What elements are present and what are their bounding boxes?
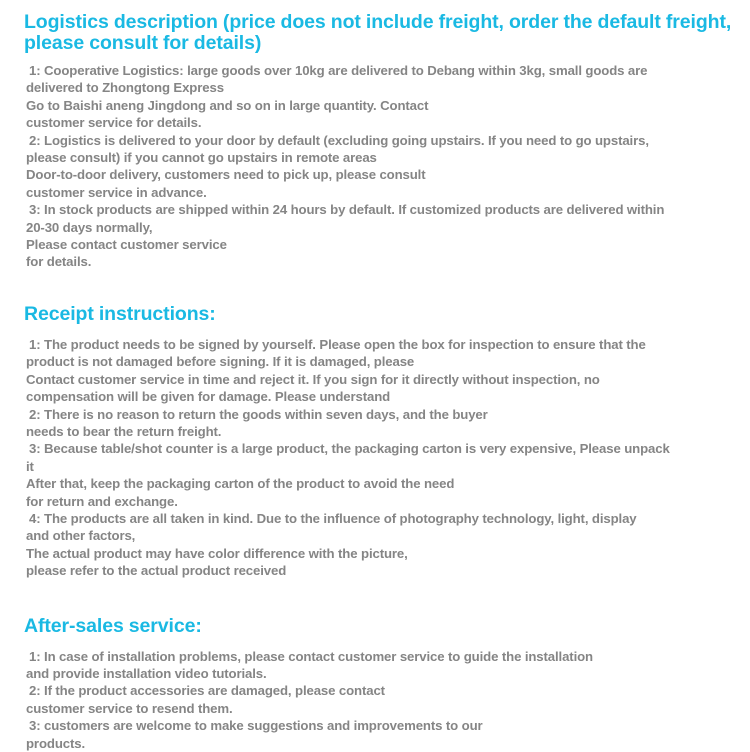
body-line: 1: The product needs to be signed by yourself. Please open the box for inspection to ensure that the — [29, 336, 646, 352]
body-line: and other factors, — [26, 528, 136, 544]
body-line: product is not damaged before signing. If it is damaged, please — [26, 354, 415, 370]
section-body-logistics — [0, 54, 750, 271]
body-line: 1: Cooperative Logistics: large goods over 10kg are delivered to Debang within 3kg, small goods are — [29, 63, 648, 78]
body-line: After that, keep the packaging carton of the product to avoid the need — [26, 476, 455, 492]
body-line: The actual product may have color difference with the picture, — [26, 545, 408, 561]
section-heading-after-sales — [0, 580, 750, 637]
body-line: products. — [26, 735, 85, 751]
body-line: needs to bear the return freight. — [26, 423, 222, 439]
body-line: it — [26, 458, 34, 474]
body-line: please refer to the actual product received — [26, 563, 287, 579]
body-line: 2: There is no reason to return the goods within seven days, and the buyer — [29, 406, 488, 422]
body-line: customer service for details. — [26, 115, 202, 131]
body-line: Go to Baishi aneng Jingdong and so on in large quantity. Contact — [26, 97, 429, 113]
body-line: 20-30 days normally, — [26, 219, 153, 235]
heading-line: freight, please consult for details) — [24, 11, 732, 54]
body-line: 2: Logistics is delivered to your door by default (excluding going upstairs. If you need to go upstairs, — [29, 132, 649, 148]
section-body-receipt — [0, 325, 750, 580]
section-body-after-sales — [0, 637, 750, 752]
heading-line: After-sales service: — [24, 614, 202, 637]
section-heading-receipt — [0, 271, 750, 325]
body-line: and provide installation video tutorials. — [26, 665, 267, 681]
heading-line: Logistics description (price does not include freight, order the default — [24, 11, 661, 33]
body-line: compensation will be given for damage. Please understand — [26, 389, 391, 405]
section-logistics-description — [0, 0, 750, 271]
section-after-sales-service — [0, 580, 750, 752]
body-line: Door-to-door delivery, customers need to pick up, please consult — [26, 167, 426, 183]
body-line: Please contact customer service — [26, 237, 227, 253]
body-line: 3: customers are welcome to make suggestions and improvements to our — [29, 718, 483, 734]
body-line: 3: Because table/shot counter is a large product, the packaging carton is very expensive, Please unpack — [29, 441, 670, 457]
body-line: customer service in advance. — [26, 184, 207, 200]
body-line: customer service to resend them. — [26, 700, 233, 716]
body-line: delivered to Zhongtong Express — [26, 80, 224, 96]
body-line: please consult) if you cannot go upstairs in remote areas — [26, 150, 377, 166]
body-line: Contact customer service in time and reject it. If you sign for it directly without inspection, no — [26, 371, 600, 387]
body-line: 4: The products are all taken in kind. Due to the influence of photography technology, light, display — [29, 510, 637, 526]
body-line: 1: In case of installation problems, please contact customer service to guide the installation — [29, 648, 593, 664]
section-receipt-instructions — [0, 271, 750, 580]
body-line: for details. — [26, 254, 92, 270]
body-line: for return and exchange. — [26, 493, 178, 509]
body-line: 3: In stock products are shipped within 24 hours by default. If customized products are delivered within — [29, 202, 665, 218]
heading-line: Receipt instructions: — [24, 302, 216, 325]
section-heading-logistics — [0, 0, 750, 54]
body-line: 2: If the product accessories are damaged, please contact — [29, 683, 385, 699]
